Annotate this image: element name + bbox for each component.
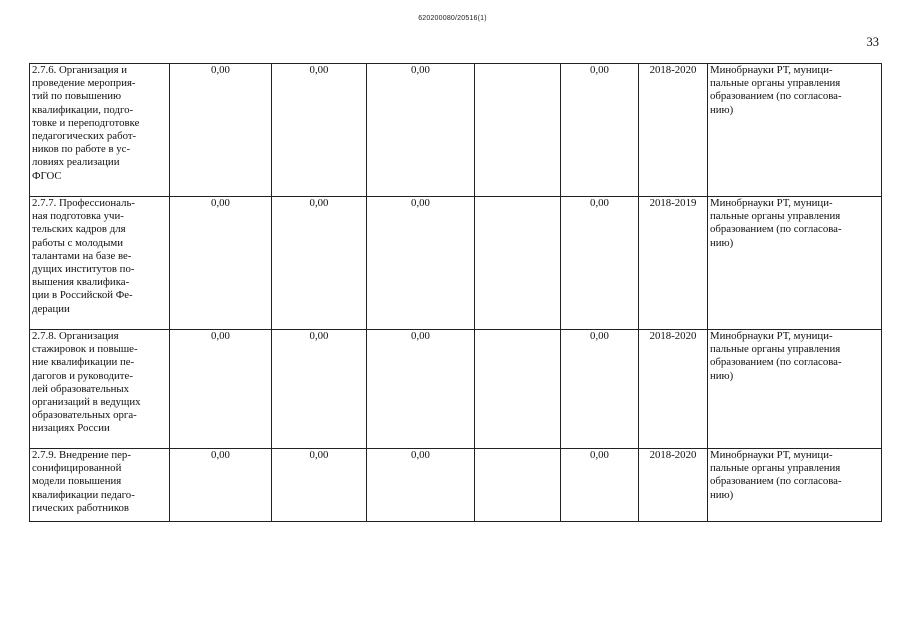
funding-cell: 0,00 — [367, 64, 475, 197]
program-activities-table — [29, 63, 882, 522]
executor-cell: Минобрнауки РТ, муници- пальные органы управления образованием (по согласова- нию) — [708, 449, 882, 522]
funding-cell: 0,00 — [170, 330, 272, 449]
funding-cell — [475, 197, 561, 330]
activity-name-cell: 2.7.8. Организация стажировок и повыше- ние квалификации пе- дагогов и руководите- лей образовательных организаций в ведущих образовательных орга- низациях России — [30, 330, 170, 449]
document-id: 620200080/20516(1) — [418, 15, 487, 22]
funding-cell: 0,00 — [367, 449, 475, 522]
funding-cell: 0,00 — [272, 197, 367, 330]
funding-cell: 0,00 — [272, 449, 367, 522]
funding-cell: 0,00 — [170, 449, 272, 522]
executor-cell: Минобрнауки РТ, муници- пальные органы управления образованием (по согласова- нию) — [708, 64, 882, 197]
table-row — [30, 449, 882, 522]
funding-cell — [475, 330, 561, 449]
table-row — [30, 64, 882, 197]
executor-cell: Минобрнауки РТ, муници- пальные органы управления образованием (по согласова- нию) — [708, 197, 882, 330]
period-cell: 2018-2019 — [639, 197, 708, 330]
funding-cell: 0,00 — [561, 197, 639, 330]
period-cell: 2018-2020 — [639, 64, 708, 197]
activity-name-cell: 2.7.6. Организация и проведение мероприя- тий по повышению квалификации, подго- товке и переподготовке педагогических работ- ников по работе в ус- ловиях реализации ФГОС — [30, 64, 170, 197]
funding-cell: 0,00 — [272, 64, 367, 197]
funding-cell: 0,00 — [272, 330, 367, 449]
funding-cell: 0,00 — [367, 197, 475, 330]
funding-cell: 0,00 — [170, 197, 272, 330]
funding-cell: 0,00 — [561, 330, 639, 449]
funding-cell: 0,00 — [170, 64, 272, 197]
table-row — [30, 330, 882, 449]
funding-cell: 0,00 — [561, 64, 639, 197]
funding-cell — [475, 64, 561, 197]
page-number: 33 — [866, 35, 879, 49]
period-cell: 2018-2020 — [639, 330, 708, 449]
activity-name-cell: 2.7.9. Внедрение пер- сонифицированной модели повышения квалификации педаго- гических работников — [30, 449, 170, 522]
period-cell: 2018-2020 — [639, 449, 708, 522]
activity-name-cell: 2.7.7. Профессиональ- ная подготовка учи- тельских кадров для работы с молодыми талантами на базе ве- дущих институтов по- вышения квалифика- ции в Российской Фе- дерации — [30, 197, 170, 330]
funding-cell: 0,00 — [561, 449, 639, 522]
funding-cell — [475, 449, 561, 522]
table-row — [30, 197, 882, 330]
executor-cell: Минобрнауки РТ, муници- пальные органы управления образованием (по согласова- нию) — [708, 330, 882, 449]
funding-cell: 0,00 — [367, 330, 475, 449]
